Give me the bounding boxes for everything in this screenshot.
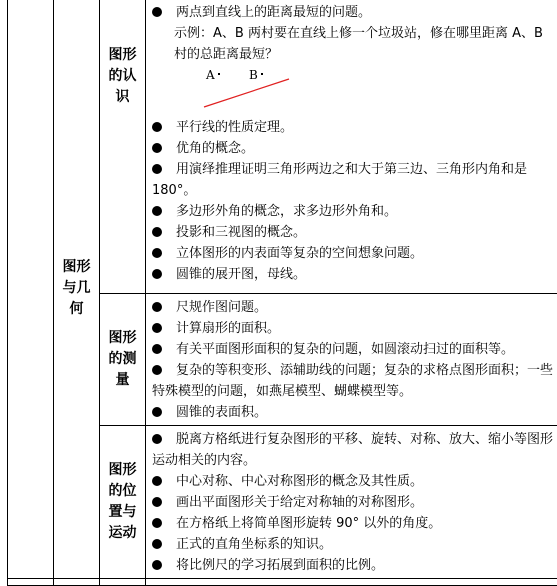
bullet-icon <box>152 560 162 570</box>
list-item: 平行线的性质定理。 <box>152 117 554 138</box>
bullet-icon <box>152 227 162 237</box>
list-item: 中心对称、中心对称图形的概念及其性质。 <box>152 471 554 492</box>
section-title-recognition: 图形的认识 <box>108 45 138 108</box>
bullet-icon <box>152 407 162 417</box>
bullet-icon <box>152 248 162 258</box>
section-items-position-motion <box>146 426 557 578</box>
list-item: 脱离方格纸进行复杂图形的平移、旋转、对称、放大、缩小等图形运动相关的内容。 <box>152 429 554 471</box>
section-title-cell-3 <box>100 426 146 579</box>
section-items-cell-1 <box>146 0 557 294</box>
list-item: 复杂的等积变形、添辅助线的问题；复杂的求格点图形面积；一些特殊模型的问题，如燕尾模型、蝴蝶模型等。 <box>152 360 554 402</box>
bullet-icon <box>152 344 162 354</box>
list-item: 优角的概念。 <box>152 138 554 159</box>
bullet-icon <box>152 7 162 17</box>
list-item: 画出平面图形关于给定对称轴的对称图形。 <box>152 492 554 513</box>
red-line <box>152 65 312 117</box>
bullet-icon <box>152 434 162 444</box>
bullet-icon <box>152 122 162 132</box>
list-item: 两点到直线上的距离最短的问题。 <box>152 2 554 23</box>
list-item: 圆锥的展开图，母线。 <box>152 264 554 285</box>
category-label: 图形与几何 <box>60 257 94 320</box>
bullet-icon <box>152 269 162 279</box>
section-items-cell-2 <box>146 294 557 426</box>
outer-left-column <box>8 0 54 579</box>
section-items-recognition <box>146 0 557 287</box>
point-a-label: A <box>206 65 220 86</box>
list-item: 尺规作图问题。 <box>152 297 554 318</box>
list-item: 多边形外角的概念，求多边形外角和。 <box>152 201 554 222</box>
curriculum-table <box>7 0 557 586</box>
bottom-cell <box>146 579 557 586</box>
section-title-cell-2 <box>100 294 146 426</box>
bullet-icon <box>152 365 162 375</box>
bullet-icon <box>152 497 162 507</box>
list-item: 有关平面图形面积的复杂的问题，如圆滚动扫过的面积等。 <box>152 339 554 360</box>
point-b-label: B <box>249 65 263 86</box>
list-item: 用演绎推理证明三角形两边之和大于第三边、三角形内角和是 180°。 <box>152 159 554 201</box>
section-items-cell-3 <box>146 426 557 579</box>
bottom-cell <box>54 579 100 586</box>
list-item: 在方格纸上将简单图形旋转 90° 以外的角度。 <box>152 513 554 534</box>
bullet-icon <box>152 476 162 486</box>
section-title-cell-1 <box>100 0 146 294</box>
section-title-measurement: 图形的测量 <box>108 328 138 391</box>
list-item: 立体图形的内表面等复杂的空间想象问题。 <box>152 243 554 264</box>
bullet-icon <box>152 143 162 153</box>
bullet-icon <box>152 206 162 216</box>
section-title-position-motion: 图形的位置与运动 <box>108 460 138 544</box>
bullet-icon <box>152 518 162 528</box>
bullet-icon <box>152 539 162 549</box>
list-item: 圆锥的表面积。 <box>152 402 554 423</box>
bottom-cell <box>8 579 54 586</box>
bullet-icon <box>152 302 162 312</box>
example-text: 示例：A、B 两村要在直线上修一个垃圾站，修在哪里距离 A、B 村的总距离最短？ <box>152 23 554 65</box>
example-figure <box>152 65 554 117</box>
list-item: 投影和三视图的概念。 <box>152 222 554 243</box>
list-item: 正式的直角坐标系的知识。 <box>152 534 554 555</box>
list-item: 计算扇形的面积。 <box>152 318 554 339</box>
category-cell <box>54 0 100 579</box>
bottom-cell <box>100 579 146 586</box>
section-items-measurement <box>146 294 557 425</box>
bullet-icon <box>152 164 162 174</box>
list-item: 将比例尺的学习拓展到面积的比例。 <box>152 555 554 576</box>
bullet-icon <box>152 323 162 333</box>
